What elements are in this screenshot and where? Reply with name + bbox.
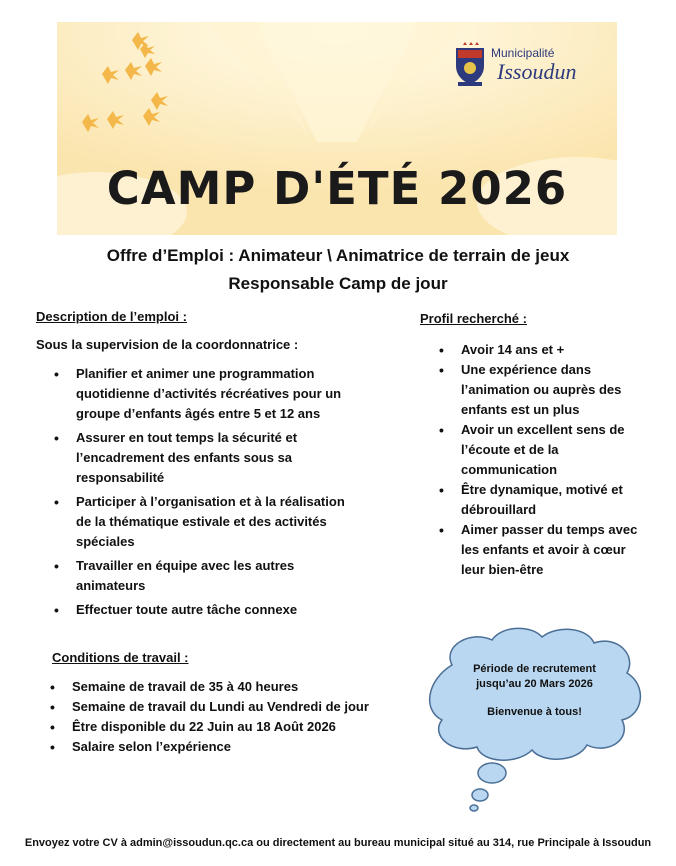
description-heading: Description de l’emploi :: [36, 309, 187, 324]
list-item: • Avoir 14 ans et +: [437, 340, 647, 360]
welcome-message: Bienvenue à tous!: [487, 706, 582, 718]
list-item: • Être disponible du 22 Juin au 18 Août 2026: [48, 717, 408, 737]
coat-of-arms-icon: [453, 42, 487, 88]
list-item: • Planifier et animer une programmation quotidienne d’activités récréatives pour un groupe d’enfants âgés entre 5 et 12 ans: [52, 364, 352, 424]
logo-text-municipalite: Municipalité: [491, 46, 555, 60]
list-item: • Salaire selon l’expérience: [48, 737, 408, 757]
list-item: • Semaine de travail du Lundi au Vendredi de jour: [48, 697, 408, 717]
cloud-shape: [422, 625, 647, 815]
list-item: • Aimer passer du temps avec les enfants et avoir à cœur leur bien-être: [437, 520, 647, 580]
description-list: [52, 364, 352, 620]
page-title: CAMP D'ÉTÉ 2026: [106, 162, 568, 215]
job-title-line1: Offre d’Emploi : Animateur \ Animatrice de terrain de jeux: [106, 246, 570, 265]
list-item: • Une expérience dans l’animation ou auprès des enfants est un plus: [437, 360, 647, 420]
conditions-list: [48, 677, 408, 757]
header-banner: [57, 22, 617, 235]
municipality-logo: [453, 42, 603, 94]
recruitment-period-label: Période de recrutement: [473, 663, 596, 675]
description-intro: Sous la supervision de la coordonnatrice :: [36, 337, 299, 352]
list-item: • Effectuer toute autre tâche connexe: [52, 600, 352, 620]
recruitment-cloud: [422, 625, 647, 815]
list-item: • Semaine de travail de 35 à 40 heures: [48, 677, 408, 697]
recruitment-deadline: jusqu’au 20 Mars 2026: [476, 678, 593, 690]
logo-text-issoudun: Issoudun: [497, 59, 577, 84]
list-item: • Travailler en équipe avec les autres animateurs: [52, 556, 352, 596]
profile-heading: Profil recherché :: [420, 311, 527, 326]
list-item: • Participer à l’organisation et à la réalisation de la thématique estivale et des activités spéciales: [52, 492, 352, 552]
footer-contact: Envoyez votre CV à admin@issoudun.qc.ca ou directement au bureau municipal situé au 314, rue Principale à Issoudun: [24, 837, 652, 849]
job-title-line2: Responsable Camp de jour: [228, 274, 448, 293]
profile-list: [437, 340, 647, 580]
conditions-heading: Conditions de travail :: [52, 650, 189, 665]
list-item: • Assurer en tout temps la sécurité et l’encadrement des enfants sous sa responsabilité: [52, 428, 352, 488]
list-item: • Avoir un excellent sens de l’écoute et de la communication: [437, 420, 647, 480]
list-item: • Être dynamique, motivé et débrouillard: [437, 480, 647, 520]
